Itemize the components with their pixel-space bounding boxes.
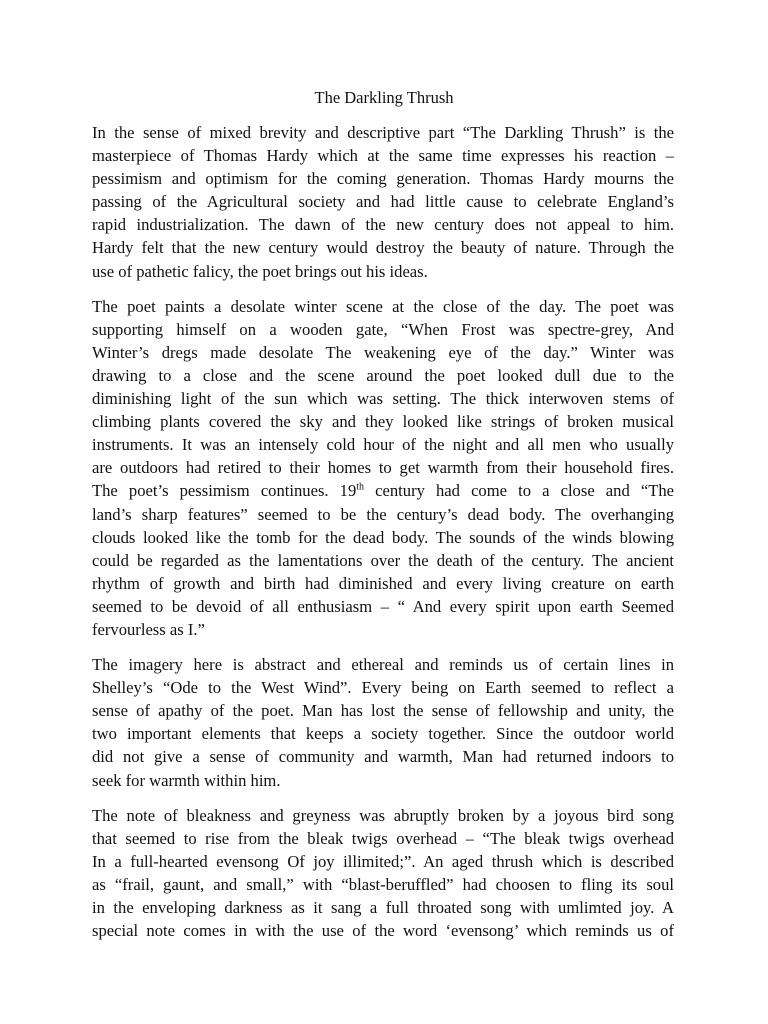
paragraph-4 — [92, 804, 674, 943]
text-line: fervourless as I.” — [92, 619, 205, 639]
text-line-with-superscript — [92, 479, 674, 502]
text-line: are outdoors had retired to their homes to get warmth from their household fires. — [92, 458, 674, 478]
ordinal-superscript: th — [356, 481, 365, 493]
text-fragment: The poet’s pessimism continues. 19 — [92, 481, 357, 501]
text-line: drawing to a close and the scene around the poet looked dull due to the — [92, 365, 674, 385]
text-line: The note of bleakness and greyness was abruptly broken by a joyous bird song — [92, 805, 674, 825]
text-line: Winter’s dregs made desolate The weakening eye of the day.” Winter was — [92, 342, 674, 362]
paragraph-2 — [92, 295, 674, 641]
text-line: instruments. It was an intensely cold hour of the night and all men who usually — [92, 435, 674, 455]
text-line: supporting himself on a wooden gate, “When Frost was spectre-grey, And — [92, 319, 674, 339]
text-line: in the enveloping darkness as it sang a full throated song with umlimted joy. A — [92, 898, 674, 917]
text-line: passing of the Agricultural society and had little cause to celebrate England’s — [92, 192, 674, 212]
text-line: seek for warmth within him. — [92, 770, 281, 790]
text-line: could be regarded as the lamentations over the death of the century. The ancient — [92, 550, 674, 570]
document-title: The Darkling Thrush — [314, 88, 454, 107]
text-line: two important elements that keeps a society together. Since the outdoor world — [92, 724, 674, 744]
text-line: The imagery here is abstract and ethereal and reminds us of certain lines in — [92, 655, 674, 675]
text-line: Hardy felt that the new century would destroy the beauty of nature. Through the — [92, 238, 674, 258]
text-line: use of pathetic falicy, the poet brings out his ideas. — [92, 261, 428, 281]
text-line: special note comes in with the use of the word ‘evensong’ which reminds us of — [92, 921, 674, 941]
text-line: Shelley’s “Ode to the West Wind”. Every being on Earth seemed to reflect a — [92, 678, 674, 698]
text-line: sense of apathy of the poet. Man has lost the sense of fellowship and unity, the — [92, 701, 674, 721]
text-line: climbing plants covered the sky and they looked like strings of broken musical — [92, 412, 674, 432]
text-line: diminishing light of the sun which was setting. The thick interwoven stems of — [92, 389, 674, 409]
text-line: land’s sharp features” seemed to be the century’s dead body. The overhanging — [92, 504, 674, 524]
document-body — [92, 121, 674, 954]
text-line: seemed to be devoid of all enthusiasm – “ And every spirit upon earth Seemed — [92, 596, 674, 616]
text-line: masterpiece of Thomas Hardy which at the same time expresses his reaction – — [92, 146, 674, 166]
text-line: that seemed to rise from the bleak twigs overhead – “The bleak twigs overhead — [92, 828, 674, 848]
text-line: In a full-hearted evensong Of joy illimited;”. An aged thrush which is described — [92, 851, 674, 871]
paragraph-1 — [92, 121, 674, 283]
text-line: rhythm of growth and birth had diminished and every living creature on earth — [92, 573, 674, 593]
text-line: rapid industrialization. The dawn of the new century does not appeal to him. — [92, 215, 674, 235]
text-line: pessimism and optimism for the coming generation. Thomas Hardy mourns the — [92, 169, 674, 189]
text-fragment: century had come to a close and “The — [364, 481, 675, 501]
text-line: In the sense of mixed brevity and descriptive part “The Darkling Thrush” is the — [92, 123, 674, 142]
paragraph-3 — [92, 653, 674, 792]
text-line: clouds looked like the tomb for the dead body. The sounds of the winds blowing — [92, 527, 674, 547]
text-line: did not give a sense of community and warmth, Man had returned indoors to — [92, 747, 674, 767]
text-line: The poet paints a desolate winter scene at the close of the day. The poet was — [92, 296, 674, 316]
text-line: as “frail, gaunt, and small,” with “blast-beruffled” had choosen to fling its soul — [92, 874, 674, 894]
